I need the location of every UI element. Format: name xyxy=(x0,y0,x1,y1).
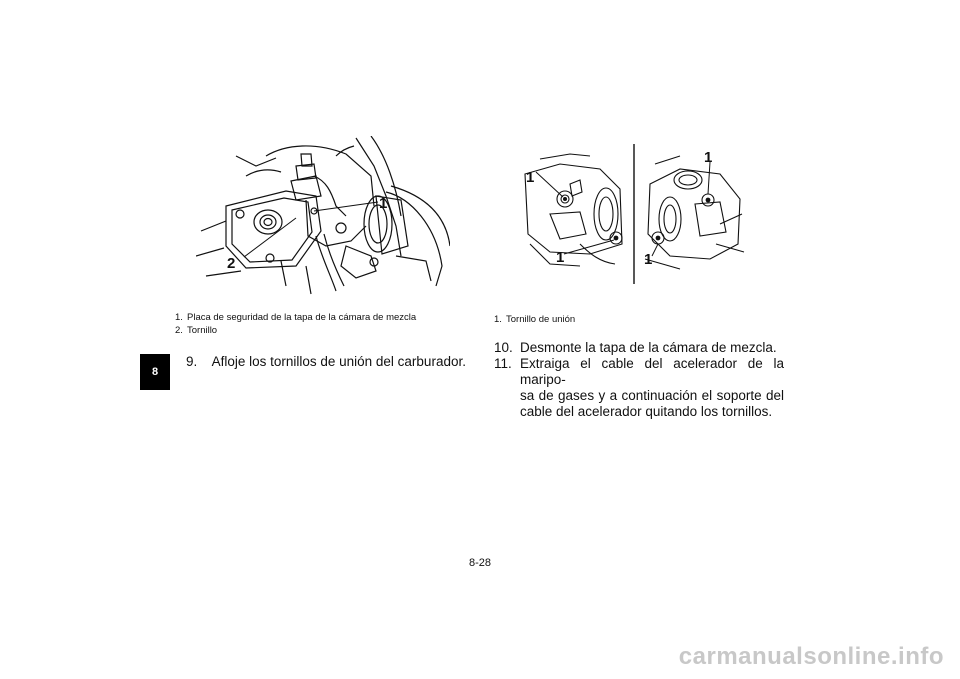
step-text-line: sa de gases y a continuación el soporte del xyxy=(520,388,784,403)
step-11 xyxy=(494,356,784,420)
caption-item xyxy=(175,324,465,337)
callout-label-1-d: 1 xyxy=(644,251,653,268)
callout-label-1-a: 1 xyxy=(526,169,535,186)
chapter-tab xyxy=(140,354,170,390)
callout-label-1-c: 1 xyxy=(704,149,713,166)
caption-number: 1. xyxy=(175,312,183,323)
caption-number: 2. xyxy=(175,325,183,336)
step-number: 9. xyxy=(186,354,198,369)
step-number: 11. xyxy=(494,356,512,371)
step-text: Afloje los tornillos de unión del carburador. xyxy=(211,354,466,369)
carburetor-figure-right xyxy=(520,144,748,284)
steps-right xyxy=(494,340,784,420)
caption-text: Tornillo de unión xyxy=(506,314,576,325)
caption-text: Tornillo xyxy=(187,325,218,336)
step-9 xyxy=(186,354,466,370)
step-text-line: Extraiga el cable del acelerador de la maripo- xyxy=(520,356,784,387)
callout-label-2: 2 xyxy=(227,255,236,272)
step-text-line: Desmonte la tapa de la cámara de mezcla. xyxy=(520,340,777,355)
callout-label-1: 1 xyxy=(379,195,388,212)
carburetor-illustration-left xyxy=(196,136,450,298)
caption-number: 1. xyxy=(494,314,502,325)
step-number: 10. xyxy=(494,340,513,355)
caption-item xyxy=(494,313,734,326)
figure-right-caption xyxy=(494,313,734,326)
caption-item xyxy=(175,311,465,324)
figure-left-caption xyxy=(175,311,465,337)
page-number: 8-28 xyxy=(468,557,492,569)
chapter-tab-label: 8 xyxy=(151,366,159,378)
step-10 xyxy=(494,340,784,356)
carburetor-illustration-right xyxy=(520,144,748,284)
carburetor-figure-left xyxy=(196,136,450,298)
caption-text: Placa de seguridad de la tapa de la cámara de mezcla xyxy=(187,312,417,323)
watermark: carmanualsonline.info xyxy=(678,643,944,670)
step-text-line: cable del acelerador quitando los tornillos. xyxy=(520,404,773,419)
callout-label-1-b: 1 xyxy=(556,249,565,266)
